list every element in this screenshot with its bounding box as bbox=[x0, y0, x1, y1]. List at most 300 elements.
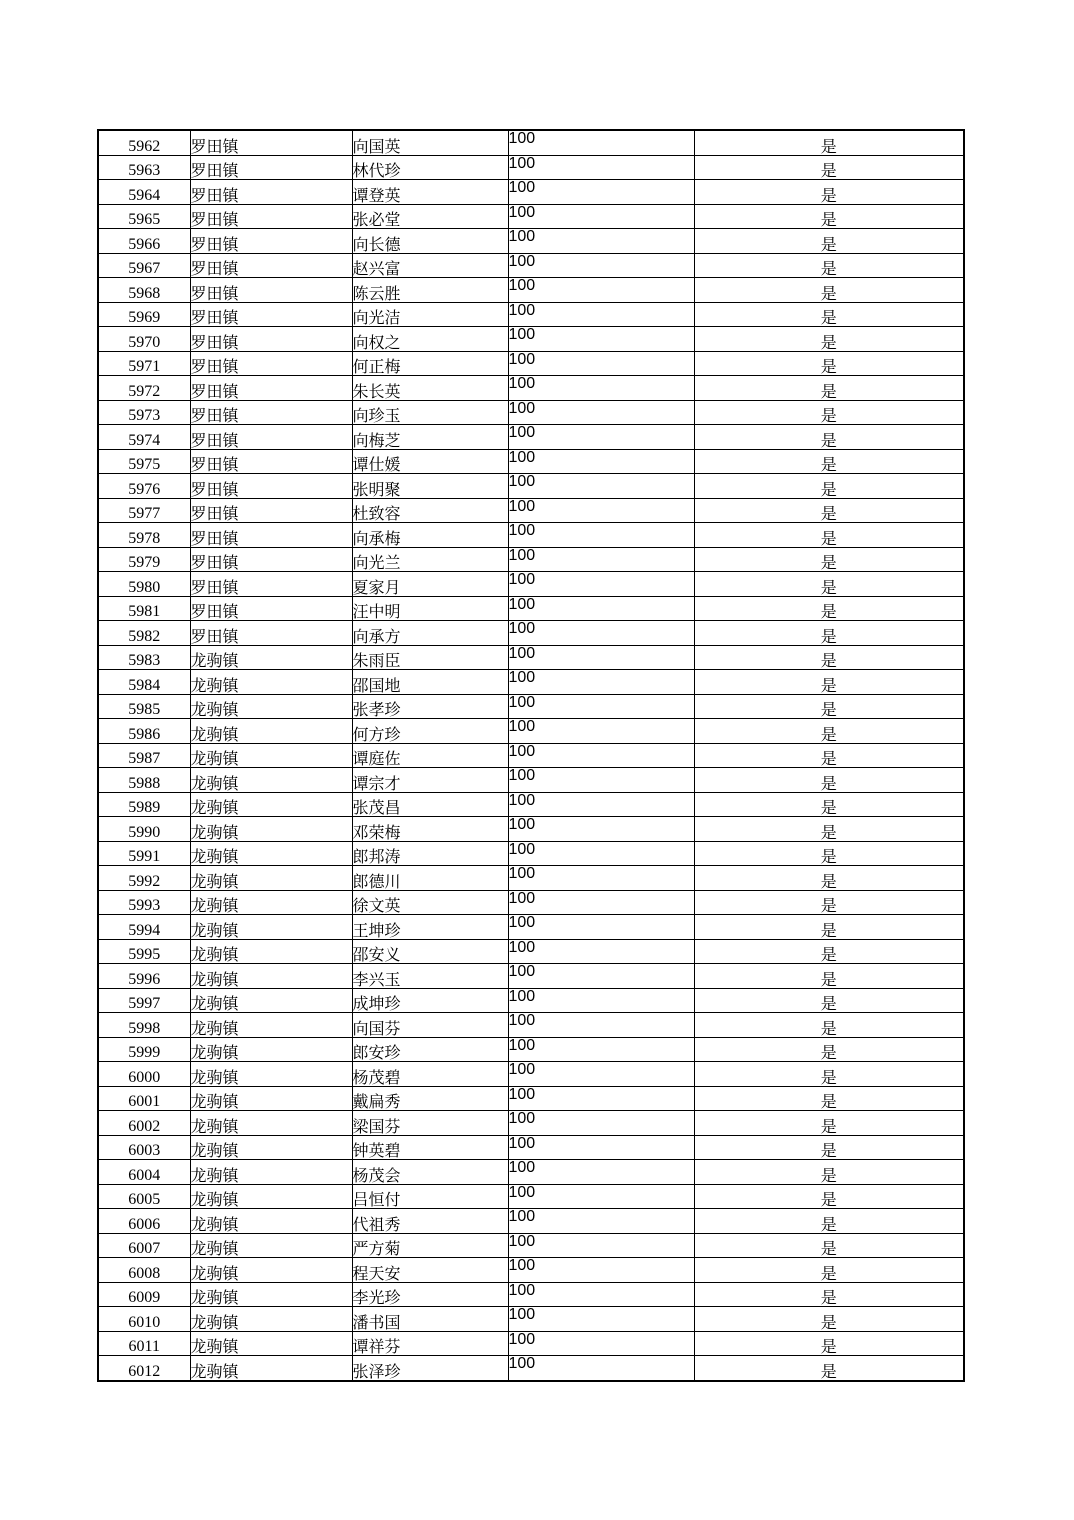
status-cell: 是 bbox=[694, 253, 964, 278]
table-row bbox=[98, 1233, 964, 1258]
amount-cell: 100 bbox=[508, 229, 694, 254]
amount-cell: 100 bbox=[508, 988, 694, 1013]
records-table bbox=[97, 129, 965, 1382]
row-number-cell: 5984 bbox=[98, 670, 190, 695]
row-number-cell: 5983 bbox=[98, 645, 190, 670]
status-cell: 是 bbox=[694, 302, 964, 327]
person-name-cell: 郎德川 bbox=[352, 866, 508, 891]
town-cell: 龙驹镇 bbox=[190, 1307, 352, 1332]
status-cell: 是 bbox=[694, 351, 964, 376]
records-table-body bbox=[98, 130, 964, 1381]
person-name-cell: 戴扁秀 bbox=[352, 1086, 508, 1111]
status-cell: 是 bbox=[694, 1013, 964, 1038]
town-cell: 罗田镇 bbox=[190, 474, 352, 499]
status-cell: 是 bbox=[694, 572, 964, 597]
table-row bbox=[98, 1037, 964, 1062]
status-cell: 是 bbox=[694, 621, 964, 646]
row-number-cell: 5963 bbox=[98, 155, 190, 180]
person-name-cell: 赵兴富 bbox=[352, 253, 508, 278]
table-row bbox=[98, 890, 964, 915]
amount-cell: 100 bbox=[508, 1184, 694, 1209]
table-row bbox=[98, 1111, 964, 1136]
person-name-cell: 向国芬 bbox=[352, 1013, 508, 1038]
table-row bbox=[98, 1282, 964, 1307]
status-cell: 是 bbox=[694, 866, 964, 891]
amount-cell: 100 bbox=[508, 327, 694, 352]
row-number-cell: 5976 bbox=[98, 474, 190, 499]
table-row bbox=[98, 866, 964, 891]
table-row bbox=[98, 596, 964, 621]
amount-cell: 100 bbox=[508, 792, 694, 817]
person-name-cell: 邓荣梅 bbox=[352, 817, 508, 842]
status-cell: 是 bbox=[694, 1307, 964, 1332]
status-cell: 是 bbox=[694, 719, 964, 744]
person-name-cell: 杨茂会 bbox=[352, 1160, 508, 1185]
amount-cell: 100 bbox=[508, 130, 694, 155]
amount-cell: 100 bbox=[508, 1209, 694, 1234]
amount-cell: 100 bbox=[508, 694, 694, 719]
table-row bbox=[98, 278, 964, 303]
status-cell: 是 bbox=[694, 400, 964, 425]
amount-cell: 100 bbox=[508, 890, 694, 915]
row-number-cell: 6009 bbox=[98, 1282, 190, 1307]
amount-cell: 100 bbox=[508, 866, 694, 891]
person-name-cell: 向长德 bbox=[352, 229, 508, 254]
amount-cell: 100 bbox=[508, 1013, 694, 1038]
row-number-cell: 5970 bbox=[98, 327, 190, 352]
status-cell: 是 bbox=[694, 1233, 964, 1258]
status-cell: 是 bbox=[694, 915, 964, 940]
table-row bbox=[98, 351, 964, 376]
row-number-cell: 5969 bbox=[98, 302, 190, 327]
status-cell: 是 bbox=[694, 841, 964, 866]
town-cell: 龙驹镇 bbox=[190, 817, 352, 842]
town-cell: 龙驹镇 bbox=[190, 1356, 352, 1381]
person-name-cell: 向国英 bbox=[352, 130, 508, 155]
table-row bbox=[98, 1258, 964, 1283]
row-number-cell: 5967 bbox=[98, 253, 190, 278]
table-row bbox=[98, 1086, 964, 1111]
table-row bbox=[98, 939, 964, 964]
person-name-cell: 谭庭佐 bbox=[352, 743, 508, 768]
person-name-cell: 谭仕媛 bbox=[352, 449, 508, 474]
table-row bbox=[98, 1135, 964, 1160]
person-name-cell: 汪中明 bbox=[352, 596, 508, 621]
amount-cell: 100 bbox=[508, 1233, 694, 1258]
person-name-cell: 成坤珍 bbox=[352, 988, 508, 1013]
amount-cell: 100 bbox=[508, 376, 694, 401]
person-name-cell: 张必堂 bbox=[352, 204, 508, 229]
row-number-cell: 5979 bbox=[98, 547, 190, 572]
status-cell: 是 bbox=[694, 596, 964, 621]
row-number-cell: 6012 bbox=[98, 1356, 190, 1381]
row-number-cell: 5972 bbox=[98, 376, 190, 401]
row-number-cell: 5995 bbox=[98, 939, 190, 964]
amount-cell: 100 bbox=[508, 425, 694, 450]
row-number-cell: 5996 bbox=[98, 964, 190, 989]
amount-cell: 100 bbox=[508, 1307, 694, 1332]
person-name-cell: 朱长英 bbox=[352, 376, 508, 401]
amount-cell: 100 bbox=[508, 1086, 694, 1111]
amount-cell: 100 bbox=[508, 253, 694, 278]
row-number-cell: 5974 bbox=[98, 425, 190, 450]
town-cell: 龙驹镇 bbox=[190, 1111, 352, 1136]
town-cell: 罗田镇 bbox=[190, 572, 352, 597]
table-row bbox=[98, 400, 964, 425]
row-number-cell: 6004 bbox=[98, 1160, 190, 1185]
amount-cell: 100 bbox=[508, 1111, 694, 1136]
amount-cell: 100 bbox=[508, 670, 694, 695]
person-name-cell: 郎邦涛 bbox=[352, 841, 508, 866]
amount-cell: 100 bbox=[508, 596, 694, 621]
town-cell: 罗田镇 bbox=[190, 547, 352, 572]
status-cell: 是 bbox=[694, 964, 964, 989]
town-cell: 龙驹镇 bbox=[190, 1160, 352, 1185]
row-number-cell: 5973 bbox=[98, 400, 190, 425]
town-cell: 龙驹镇 bbox=[190, 670, 352, 695]
town-cell: 罗田镇 bbox=[190, 351, 352, 376]
status-cell: 是 bbox=[694, 1184, 964, 1209]
town-cell: 罗田镇 bbox=[190, 253, 352, 278]
person-name-cell: 徐文英 bbox=[352, 890, 508, 915]
person-name-cell: 程天安 bbox=[352, 1258, 508, 1283]
row-number-cell: 6007 bbox=[98, 1233, 190, 1258]
status-cell: 是 bbox=[694, 425, 964, 450]
town-cell: 罗田镇 bbox=[190, 376, 352, 401]
person-name-cell: 向光兰 bbox=[352, 547, 508, 572]
table-row bbox=[98, 841, 964, 866]
town-cell: 罗田镇 bbox=[190, 327, 352, 352]
row-number-cell: 5998 bbox=[98, 1013, 190, 1038]
table-row bbox=[98, 670, 964, 695]
town-cell: 龙驹镇 bbox=[190, 1062, 352, 1087]
row-number-cell: 5965 bbox=[98, 204, 190, 229]
status-cell: 是 bbox=[694, 1356, 964, 1381]
amount-cell: 100 bbox=[508, 1258, 694, 1283]
town-cell: 龙驹镇 bbox=[190, 841, 352, 866]
row-number-cell: 5990 bbox=[98, 817, 190, 842]
amount-cell: 100 bbox=[508, 621, 694, 646]
table-row bbox=[98, 327, 964, 352]
amount-cell: 100 bbox=[508, 719, 694, 744]
row-number-cell: 5991 bbox=[98, 841, 190, 866]
amount-cell: 100 bbox=[508, 204, 694, 229]
table-row bbox=[98, 719, 964, 744]
person-name-cell: 邵国地 bbox=[352, 670, 508, 695]
person-name-cell: 谭登英 bbox=[352, 180, 508, 205]
person-name-cell: 向承梅 bbox=[352, 523, 508, 548]
person-name-cell: 邵安义 bbox=[352, 939, 508, 964]
town-cell: 龙驹镇 bbox=[190, 1086, 352, 1111]
row-number-cell: 5992 bbox=[98, 866, 190, 891]
town-cell: 罗田镇 bbox=[190, 425, 352, 450]
status-cell: 是 bbox=[694, 1331, 964, 1356]
status-cell: 是 bbox=[694, 1282, 964, 1307]
town-cell: 龙驹镇 bbox=[190, 792, 352, 817]
amount-cell: 100 bbox=[508, 1356, 694, 1381]
status-cell: 是 bbox=[694, 130, 964, 155]
row-number-cell: 5962 bbox=[98, 130, 190, 155]
table-row bbox=[98, 204, 964, 229]
town-cell: 龙驹镇 bbox=[190, 1331, 352, 1356]
amount-cell: 100 bbox=[508, 915, 694, 940]
person-name-cell: 夏家月 bbox=[352, 572, 508, 597]
amount-cell: 100 bbox=[508, 768, 694, 793]
amount-cell: 100 bbox=[508, 743, 694, 768]
amount-cell: 100 bbox=[508, 1282, 694, 1307]
status-cell: 是 bbox=[694, 278, 964, 303]
table-row bbox=[98, 1356, 964, 1381]
table-row bbox=[98, 964, 964, 989]
table-row bbox=[98, 988, 964, 1013]
amount-cell: 100 bbox=[508, 1135, 694, 1160]
person-name-cell: 向权之 bbox=[352, 327, 508, 352]
row-number-cell: 5968 bbox=[98, 278, 190, 303]
person-name-cell: 向梅芝 bbox=[352, 425, 508, 450]
table-row bbox=[98, 180, 964, 205]
town-cell: 龙驹镇 bbox=[190, 1013, 352, 1038]
table-row bbox=[98, 1307, 964, 1332]
status-cell: 是 bbox=[694, 498, 964, 523]
table-row bbox=[98, 1013, 964, 1038]
person-name-cell: 向光洁 bbox=[352, 302, 508, 327]
table-row bbox=[98, 523, 964, 548]
person-name-cell: 张明聚 bbox=[352, 474, 508, 499]
town-cell: 罗田镇 bbox=[190, 229, 352, 254]
status-cell: 是 bbox=[694, 523, 964, 548]
status-cell: 是 bbox=[694, 1111, 964, 1136]
person-name-cell: 林代珍 bbox=[352, 155, 508, 180]
row-number-cell: 6003 bbox=[98, 1135, 190, 1160]
row-number-cell: 6010 bbox=[98, 1307, 190, 1332]
status-cell: 是 bbox=[694, 1086, 964, 1111]
table-row bbox=[98, 449, 964, 474]
person-name-cell: 向珍玉 bbox=[352, 400, 508, 425]
town-cell: 罗田镇 bbox=[190, 498, 352, 523]
status-cell: 是 bbox=[694, 180, 964, 205]
row-number-cell: 6011 bbox=[98, 1331, 190, 1356]
status-cell: 是 bbox=[694, 1258, 964, 1283]
town-cell: 罗田镇 bbox=[190, 523, 352, 548]
row-number-cell: 6005 bbox=[98, 1184, 190, 1209]
town-cell: 龙驹镇 bbox=[190, 890, 352, 915]
status-cell: 是 bbox=[694, 376, 964, 401]
person-name-cell: 吕恒付 bbox=[352, 1184, 508, 1209]
person-name-cell: 李光珍 bbox=[352, 1282, 508, 1307]
row-number-cell: 6001 bbox=[98, 1086, 190, 1111]
row-number-cell: 5966 bbox=[98, 229, 190, 254]
town-cell: 龙驹镇 bbox=[190, 694, 352, 719]
town-cell: 龙驹镇 bbox=[190, 1209, 352, 1234]
table-row bbox=[98, 155, 964, 180]
row-number-cell: 6008 bbox=[98, 1258, 190, 1283]
amount-cell: 100 bbox=[508, 547, 694, 572]
person-name-cell: 何正梅 bbox=[352, 351, 508, 376]
status-cell: 是 bbox=[694, 768, 964, 793]
status-cell: 是 bbox=[694, 988, 964, 1013]
table-row bbox=[98, 547, 964, 572]
row-number-cell: 5977 bbox=[98, 498, 190, 523]
row-number-cell: 5986 bbox=[98, 719, 190, 744]
town-cell: 罗田镇 bbox=[190, 302, 352, 327]
table-row bbox=[98, 253, 964, 278]
town-cell: 龙驹镇 bbox=[190, 743, 352, 768]
town-cell: 龙驹镇 bbox=[190, 1282, 352, 1307]
table-row bbox=[98, 1062, 964, 1087]
amount-cell: 100 bbox=[508, 498, 694, 523]
amount-cell: 100 bbox=[508, 449, 694, 474]
amount-cell: 100 bbox=[508, 474, 694, 499]
row-number-cell: 6006 bbox=[98, 1209, 190, 1234]
status-cell: 是 bbox=[694, 817, 964, 842]
person-name-cell: 李兴玉 bbox=[352, 964, 508, 989]
amount-cell: 100 bbox=[508, 1160, 694, 1185]
row-number-cell: 5964 bbox=[98, 180, 190, 205]
amount-cell: 100 bbox=[508, 1062, 694, 1087]
status-cell: 是 bbox=[694, 1037, 964, 1062]
table-row bbox=[98, 425, 964, 450]
table-row bbox=[98, 1209, 964, 1234]
person-name-cell: 何方珍 bbox=[352, 719, 508, 744]
town-cell: 罗田镇 bbox=[190, 621, 352, 646]
person-name-cell: 朱雨臣 bbox=[352, 645, 508, 670]
person-name-cell: 钟英碧 bbox=[352, 1135, 508, 1160]
table-row bbox=[98, 229, 964, 254]
town-cell: 龙驹镇 bbox=[190, 1037, 352, 1062]
town-cell: 罗田镇 bbox=[190, 130, 352, 155]
town-cell: 罗田镇 bbox=[190, 596, 352, 621]
row-number-cell: 5975 bbox=[98, 449, 190, 474]
amount-cell: 100 bbox=[508, 180, 694, 205]
row-number-cell: 5978 bbox=[98, 523, 190, 548]
town-cell: 罗田镇 bbox=[190, 449, 352, 474]
table-row bbox=[98, 1331, 964, 1356]
status-cell: 是 bbox=[694, 1160, 964, 1185]
town-cell: 罗田镇 bbox=[190, 180, 352, 205]
person-name-cell: 张泽珍 bbox=[352, 1356, 508, 1381]
town-cell: 龙驹镇 bbox=[190, 1135, 352, 1160]
person-name-cell: 杨茂碧 bbox=[352, 1062, 508, 1087]
person-name-cell: 陈云胜 bbox=[352, 278, 508, 303]
table-row bbox=[98, 645, 964, 670]
table-row bbox=[98, 1184, 964, 1209]
table-row bbox=[98, 915, 964, 940]
person-name-cell: 张孝珍 bbox=[352, 694, 508, 719]
row-number-cell: 5985 bbox=[98, 694, 190, 719]
table-row bbox=[98, 474, 964, 499]
person-name-cell: 谭宗才 bbox=[352, 768, 508, 793]
status-cell: 是 bbox=[694, 939, 964, 964]
amount-cell: 100 bbox=[508, 939, 694, 964]
person-name-cell: 梁国芬 bbox=[352, 1111, 508, 1136]
status-cell: 是 bbox=[694, 670, 964, 695]
person-name-cell: 严方菊 bbox=[352, 1233, 508, 1258]
town-cell: 龙驹镇 bbox=[190, 915, 352, 940]
person-name-cell: 郎安珍 bbox=[352, 1037, 508, 1062]
person-name-cell: 张茂昌 bbox=[352, 792, 508, 817]
table-row bbox=[98, 1160, 964, 1185]
amount-cell: 100 bbox=[508, 1331, 694, 1356]
town-cell: 龙驹镇 bbox=[190, 768, 352, 793]
table-row bbox=[98, 302, 964, 327]
town-cell: 罗田镇 bbox=[190, 278, 352, 303]
row-number-cell: 5999 bbox=[98, 1037, 190, 1062]
amount-cell: 100 bbox=[508, 302, 694, 327]
amount-cell: 100 bbox=[508, 523, 694, 548]
row-number-cell: 5997 bbox=[98, 988, 190, 1013]
row-number-cell: 6000 bbox=[98, 1062, 190, 1087]
town-cell: 龙驹镇 bbox=[190, 645, 352, 670]
town-cell: 龙驹镇 bbox=[190, 1184, 352, 1209]
status-cell: 是 bbox=[694, 204, 964, 229]
amount-cell: 100 bbox=[508, 351, 694, 376]
town-cell: 龙驹镇 bbox=[190, 1233, 352, 1258]
row-number-cell: 5980 bbox=[98, 572, 190, 597]
town-cell: 龙驹镇 bbox=[190, 939, 352, 964]
status-cell: 是 bbox=[694, 327, 964, 352]
amount-cell: 100 bbox=[508, 1037, 694, 1062]
table-row bbox=[98, 376, 964, 401]
amount-cell: 100 bbox=[508, 964, 694, 989]
status-cell: 是 bbox=[694, 1062, 964, 1087]
table-row bbox=[98, 621, 964, 646]
row-number-cell: 5993 bbox=[98, 890, 190, 915]
town-cell: 龙驹镇 bbox=[190, 964, 352, 989]
person-name-cell: 王坤珍 bbox=[352, 915, 508, 940]
town-cell: 龙驹镇 bbox=[190, 866, 352, 891]
status-cell: 是 bbox=[694, 1209, 964, 1234]
table-row bbox=[98, 130, 964, 155]
status-cell: 是 bbox=[694, 229, 964, 254]
status-cell: 是 bbox=[694, 474, 964, 499]
row-number-cell: 5982 bbox=[98, 621, 190, 646]
person-name-cell: 向承方 bbox=[352, 621, 508, 646]
person-name-cell: 谭祥芬 bbox=[352, 1331, 508, 1356]
person-name-cell: 代祖秀 bbox=[352, 1209, 508, 1234]
table-row bbox=[98, 694, 964, 719]
row-number-cell: 5989 bbox=[98, 792, 190, 817]
row-number-cell: 5994 bbox=[98, 915, 190, 940]
table-row bbox=[98, 817, 964, 842]
town-cell: 罗田镇 bbox=[190, 204, 352, 229]
amount-cell: 100 bbox=[508, 155, 694, 180]
status-cell: 是 bbox=[694, 694, 964, 719]
status-cell: 是 bbox=[694, 155, 964, 180]
town-cell: 龙驹镇 bbox=[190, 1258, 352, 1283]
table-row bbox=[98, 768, 964, 793]
status-cell: 是 bbox=[694, 547, 964, 572]
row-number-cell: 5971 bbox=[98, 351, 190, 376]
amount-cell: 100 bbox=[508, 817, 694, 842]
town-cell: 罗田镇 bbox=[190, 155, 352, 180]
row-number-cell: 5988 bbox=[98, 768, 190, 793]
town-cell: 罗田镇 bbox=[190, 400, 352, 425]
status-cell: 是 bbox=[694, 449, 964, 474]
row-number-cell: 5981 bbox=[98, 596, 190, 621]
person-name-cell: 潘书国 bbox=[352, 1307, 508, 1332]
town-cell: 龙驹镇 bbox=[190, 719, 352, 744]
row-number-cell: 6002 bbox=[98, 1111, 190, 1136]
amount-cell: 100 bbox=[508, 572, 694, 597]
amount-cell: 100 bbox=[508, 645, 694, 670]
amount-cell: 100 bbox=[508, 841, 694, 866]
row-number-cell: 5987 bbox=[98, 743, 190, 768]
amount-cell: 100 bbox=[508, 278, 694, 303]
person-name-cell: 杜致容 bbox=[352, 498, 508, 523]
status-cell: 是 bbox=[694, 645, 964, 670]
town-cell: 龙驹镇 bbox=[190, 988, 352, 1013]
table-row bbox=[98, 792, 964, 817]
